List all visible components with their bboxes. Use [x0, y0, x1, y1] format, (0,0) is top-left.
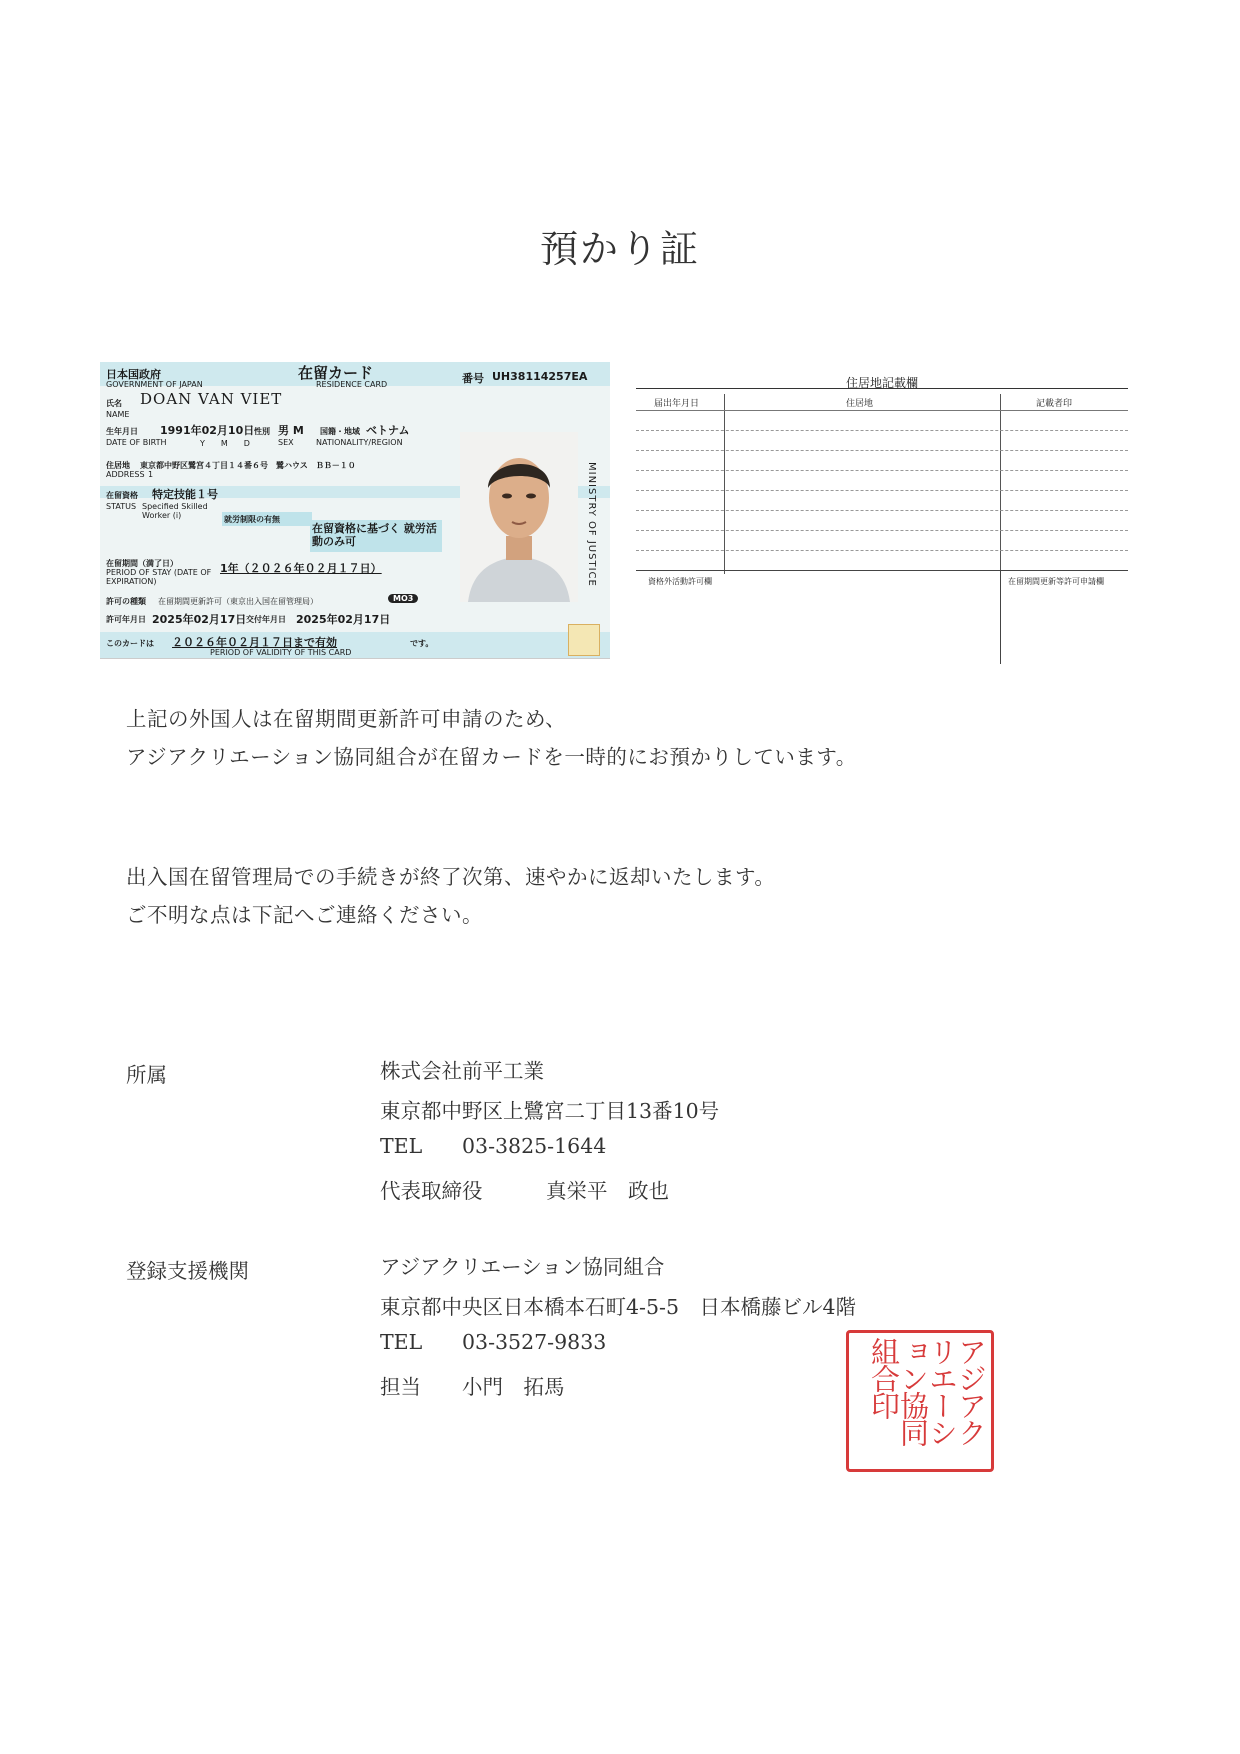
card-sex-label: 性別	[254, 427, 270, 436]
card-validity: ２０２６年０２月１７日まで有効	[172, 636, 337, 649]
paragraph1-line2: アジアクリエーション協同組合が在留カードを一時的にお預かりしています。	[126, 745, 857, 769]
card-permit-value: 在留期間更新許可（東京出入国在留管理局）	[158, 597, 318, 606]
card-number: UH38114257EA	[492, 370, 588, 383]
support-contact-name: 小門 拓馬	[462, 1375, 565, 1399]
card-back-bottom-right: 在留期間更新等許可申請欄	[1008, 577, 1104, 586]
card-number-label: 番号	[462, 372, 484, 385]
paragraph2-line2: ご不明な点は下記へご連絡ください。	[126, 903, 483, 927]
card-dob: 1991年02月10日	[160, 424, 255, 437]
support-tel: 03-3527-9833	[462, 1330, 607, 1354]
card-period-label-en: PERIOD OF STAY (DATE OF EXPIRATION)	[106, 568, 212, 586]
card-nationality-label: 国籍・地域	[320, 427, 360, 436]
card-status-label: 在留資格	[106, 491, 138, 500]
card-back-col1: 届出年月日	[654, 399, 700, 409]
card-validity-prefix: このカードは	[106, 639, 154, 648]
support-org: アジアクリエーション協同組合	[380, 1255, 665, 1279]
card-gov-en: GOVERNMENT OF JAPAN	[106, 380, 203, 389]
card-mo-badge: MO3	[388, 594, 418, 603]
card-back-col3: 記載者印	[1036, 399, 1073, 409]
card-dob-label-en: DATE OF BIRTH	[106, 438, 167, 447]
card-permit-date-label: 許可年月日	[106, 615, 146, 624]
card-back-title: 住居地記載欄	[845, 376, 918, 390]
card-address-label: 住居地	[106, 461, 130, 470]
card-title-jp: 在留カード	[298, 364, 374, 382]
card-status-label-en: STATUS	[106, 502, 137, 511]
support-address: 東京都中央区日本橋本石町4-5-5 日本橋藤ビル4階	[380, 1295, 857, 1319]
card-address-label-en: ADDRESS	[106, 470, 145, 479]
card-dob-ymd: Y M D	[200, 439, 250, 448]
card-back-col2: 住居地	[846, 399, 874, 409]
card-status: 特定技能１号	[152, 488, 218, 501]
card-back-bottom-left: 資格外活動許可欄	[648, 577, 712, 586]
card-photo	[460, 432, 578, 602]
card-title-en: RESIDENCE CARD	[316, 380, 388, 389]
affiliation-company: 株式会社前平工業	[380, 1059, 544, 1083]
card-permit-label: 許可の種類	[106, 597, 146, 606]
card-issue-date: 2025年02月17日	[296, 613, 391, 626]
card-permit-date: 2025年02月17日	[152, 613, 247, 626]
card-address: 東京都中野区鷺宮４丁目１４番６号 鷺ハウス ＢＢ－１０	[140, 461, 356, 470]
card-status-en: Specified Skilled Worker (i)	[142, 502, 208, 520]
card-validity-en: PERIOD OF VALIDITY OF THIS CARD	[210, 648, 352, 657]
card-dob-label: 生年月日	[106, 427, 138, 436]
card-hologram-icon	[568, 624, 600, 656]
card-ministry-vertical: MINISTRY OF JUSTICE	[586, 462, 597, 587]
card-employment-label: 就労制限の有無	[224, 515, 280, 524]
card-name-label: 氏名	[106, 399, 122, 408]
card-name: DOAN VAN VIET	[140, 390, 283, 408]
card-address-line2: 1	[148, 470, 154, 479]
card-gov-jp: 日本国政府	[106, 368, 161, 381]
support-contact-label: 担当	[380, 1375, 421, 1399]
card-period: 1年（２０２６年０２月１７日）	[220, 562, 382, 575]
support-label: 登録支援機関	[126, 1259, 249, 1283]
card-sex-label-en: SEX	[278, 438, 294, 447]
card-name-label-en: NAME	[106, 410, 130, 419]
card-employment-value: 在留資格に基づく 就労活動のみ可	[312, 522, 437, 548]
residence-card-front	[100, 362, 610, 659]
company-seal-stamp	[846, 1330, 994, 1472]
affiliation-rep-title: 代表取締役	[380, 1179, 483, 1203]
affiliation-address: 東京都中野区上鷺宮二丁目13番10号	[380, 1099, 720, 1123]
card-issue-date-label: 交付年月日	[246, 615, 286, 624]
affiliation-rep-name: 真栄平 政也	[546, 1179, 669, 1203]
card-nationality: ベトナム	[366, 424, 410, 437]
card-period-label: 在留期間（満了日）	[106, 559, 178, 568]
paragraph2-line1: 出入国在留管理局での手続きが終了次第、速やかに返却いたします。	[126, 865, 776, 889]
affiliation-tel-label: TEL	[380, 1134, 423, 1158]
card-nationality-label-en: NATIONALITY/REGION	[316, 438, 403, 447]
support-tel-label: TEL	[380, 1330, 423, 1354]
paragraph1-line1: 上記の外国人は在留期間更新許可申請のため、	[126, 707, 567, 731]
card-sex: 男 M	[278, 424, 304, 437]
seal-text: アジアクリエーション協同組合印	[867, 1337, 988, 1445]
affiliation-label: 所属	[126, 1063, 167, 1087]
card-validity-suffix: です。	[410, 639, 434, 648]
page-title: 預かり証	[539, 227, 700, 271]
residence-card-back	[636, 374, 1128, 664]
affiliation-tel: 03-3825-1644	[462, 1134, 607, 1158]
